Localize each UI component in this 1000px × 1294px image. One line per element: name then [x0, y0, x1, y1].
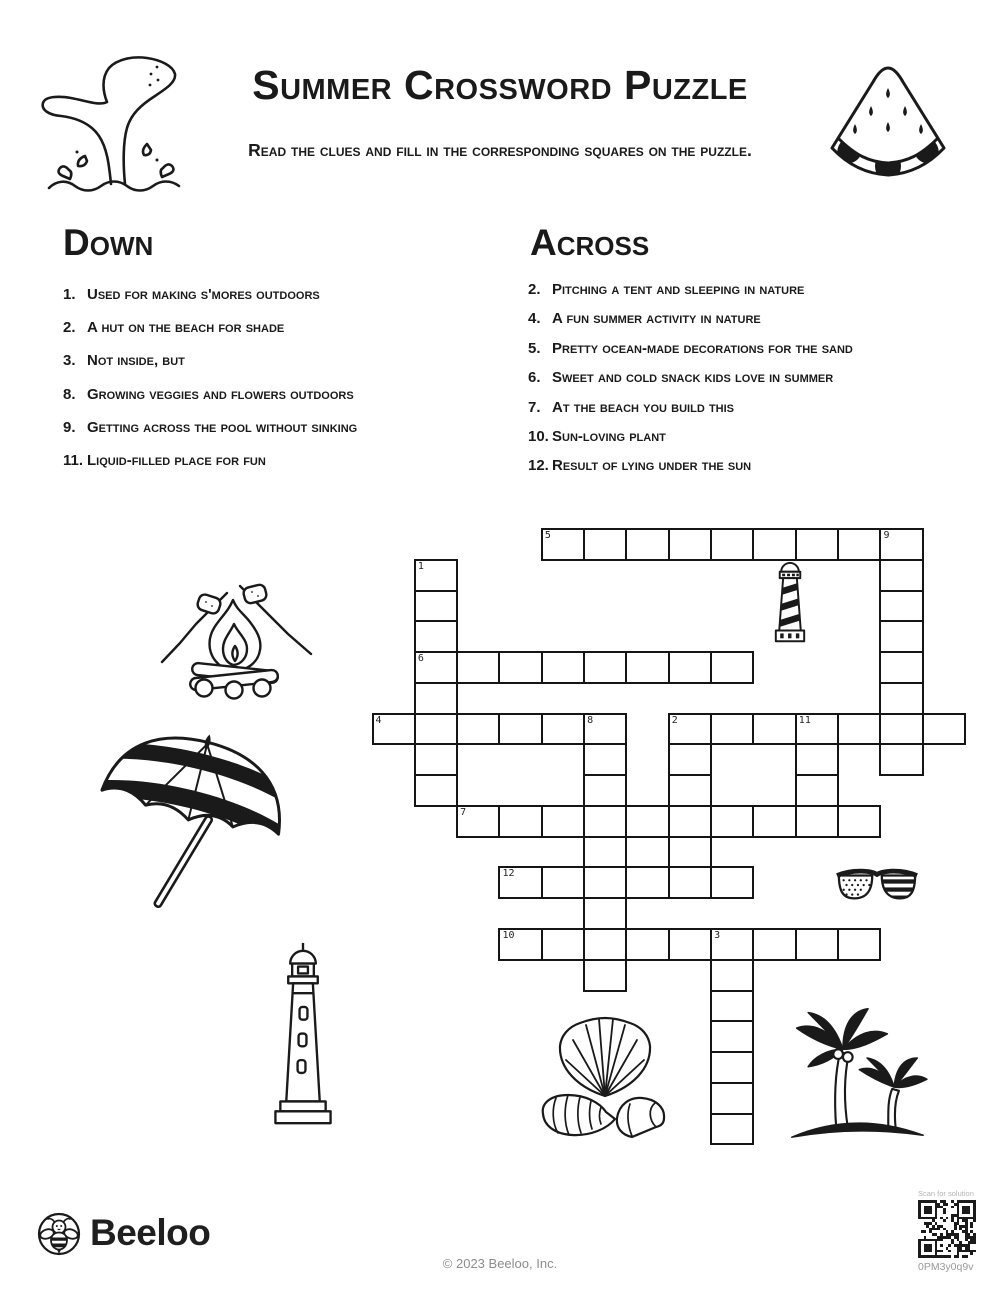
grid-cell[interactable]: [837, 713, 881, 746]
grid-cell[interactable]: [541, 651, 585, 684]
grid-cell[interactable]: [668, 528, 712, 561]
grid-cell[interactable]: [668, 928, 712, 961]
grid-cell[interactable]: [583, 774, 627, 807]
grid-cell[interactable]: [922, 713, 966, 746]
clue-number: 2.: [63, 319, 76, 337]
grid-cell[interactable]: [879, 682, 923, 715]
grid-cell[interactable]: [668, 651, 712, 684]
grid-cell[interactable]: [583, 836, 627, 869]
grid-cell[interactable]: [795, 928, 839, 961]
grid-cell[interactable]: [668, 866, 712, 899]
grid-cell[interactable]: [710, 528, 754, 561]
grid-cell[interactable]: [625, 805, 669, 838]
grid-cell[interactable]: [710, 1113, 754, 1146]
cell-number: 2: [671, 714, 678, 726]
grid-cell[interactable]: [541, 805, 585, 838]
grid-cell[interactable]: [710, 1051, 754, 1084]
grid-cell[interactable]: [583, 805, 627, 838]
grid-cell[interactable]: [879, 620, 923, 653]
grid-cell[interactable]: [837, 528, 881, 561]
grid-cell[interactable]: [498, 713, 542, 746]
clue-text: Pitching a tent and sleeping in nature: [552, 281, 805, 298]
cell-number: 4: [375, 714, 382, 726]
cell-number: 8: [587, 714, 594, 726]
grid-cell[interactable]: [625, 651, 669, 684]
grid-cell[interactable]: [710, 651, 754, 684]
grid-cell[interactable]: [710, 959, 754, 992]
clue-number: 12.: [528, 457, 549, 475]
clue-number: 5.: [528, 339, 541, 357]
grid-cell[interactable]: [879, 651, 923, 684]
cell-number: 7: [460, 806, 467, 818]
clue-number: 10.: [528, 427, 549, 445]
grid-cell[interactable]: [414, 559, 458, 592]
grid-cell[interactable]: [879, 590, 923, 623]
grid-cell[interactable]: [795, 805, 839, 838]
page-subtitle: Read the clues and fill in the corresponding squares on the puzzle.: [248, 140, 752, 160]
grid-cell[interactable]: [541, 866, 585, 899]
grid-cell[interactable]: [879, 528, 923, 561]
cell-number: 12: [502, 868, 515, 880]
copyright-text: © 2023 Beeloo, Inc.: [442, 1256, 558, 1271]
grid-cell[interactable]: [710, 990, 754, 1023]
grid-cell[interactable]: [710, 1082, 754, 1115]
grid-cell[interactable]: [795, 774, 839, 807]
clue-number: 1.: [63, 286, 76, 303]
cell-number: 5: [544, 530, 551, 541]
grid-cell[interactable]: [795, 713, 839, 746]
beeloo-logo-icon: [37, 1212, 81, 1256]
grid-cell[interactable]: [583, 928, 627, 961]
grid-cell[interactable]: [668, 743, 712, 776]
clue-text: Liquid-filled place for fun: [87, 451, 266, 469]
grid-cell[interactable]: [625, 866, 669, 899]
scan-for-solution-label: Scan for solution: [918, 1189, 974, 1198]
clue-text: At the beach you build this: [552, 398, 735, 416]
grid-cell[interactable]: [837, 805, 881, 838]
grid-cell[interactable]: [752, 928, 796, 961]
cell-number: 6: [417, 653, 424, 665]
grid-cell[interactable]: [414, 620, 458, 653]
clue-text: A hut on the beach for shade: [87, 319, 285, 337]
clue-text: Used for making s'mores outdoors: [87, 286, 320, 303]
brand-name: Beeloo: [90, 1212, 211, 1253]
cell-number: 3: [714, 930, 721, 941]
grid-cell[interactable]: [710, 866, 754, 899]
cell-number: 1: [417, 560, 424, 572]
grid-cell[interactable]: [710, 1020, 754, 1053]
qr-code: [918, 1200, 976, 1258]
grid-cell[interactable]: [498, 805, 542, 838]
grid-cell[interactable]: [583, 651, 627, 684]
across-header: Across: [530, 222, 650, 263]
clue-text: Sun-loving plant: [552, 427, 666, 445]
clue-number: 9.: [63, 418, 76, 436]
page-title: Summer Crossword Puzzle: [252, 62, 748, 108]
clue-text: Getting across the pool without sinking: [87, 418, 358, 436]
grid-cell[interactable]: [414, 651, 458, 684]
grid-cell[interactable]: [710, 713, 754, 746]
grid-cell[interactable]: [668, 774, 712, 807]
grid-cell[interactable]: [456, 651, 500, 684]
clue-text: Pretty ocean-made decorations for the sand: [552, 339, 853, 357]
grid-cell[interactable]: [668, 836, 712, 869]
grid-cell[interactable]: [668, 805, 712, 838]
grid-cell[interactable]: [879, 743, 923, 776]
grid-cell[interactable]: [837, 928, 881, 961]
grid-cell[interactable]: [625, 928, 669, 961]
grid-cell[interactable]: [583, 528, 627, 561]
grid-cell[interactable]: [414, 743, 458, 776]
grid-cell[interactable]: [456, 713, 500, 746]
cell-number: 10: [502, 930, 515, 941]
grid-cell[interactable]: [583, 959, 627, 992]
grid-cell[interactable]: [710, 805, 754, 838]
grid-cell[interactable]: [795, 528, 839, 561]
grid-cell[interactable]: [752, 528, 796, 561]
grid-cell[interactable]: [541, 713, 585, 746]
grid-cell[interactable]: [498, 866, 542, 899]
clue-text: A fun summer activity in nature: [552, 310, 761, 328]
clue-text: Sweet and cold snack kids love in summer: [552, 369, 834, 387]
grid-cell[interactable]: [456, 805, 500, 838]
grid-cell[interactable]: [879, 713, 923, 746]
clue-number: 3.: [63, 352, 76, 370]
grid-cell[interactable]: [752, 805, 796, 838]
cell-number: 11: [798, 714, 811, 726]
grid-cell[interactable]: [414, 590, 458, 623]
grid-cell[interactable]: [498, 928, 542, 961]
grid-cell[interactable]: [710, 928, 754, 961]
grid-cell[interactable]: [498, 651, 542, 684]
grid-cell[interactable]: [752, 713, 796, 746]
clue-number: 8.: [63, 385, 76, 403]
grid-cell[interactable]: [668, 713, 712, 746]
grid-cell[interactable]: [583, 897, 627, 930]
clue-number: 7.: [528, 398, 541, 416]
grid-cell[interactable]: [795, 743, 839, 776]
grid-cell[interactable]: [541, 928, 585, 961]
down-header: Down: [63, 222, 154, 263]
grid-cell[interactable]: [583, 713, 627, 746]
clue-text: Not inside, but: [87, 352, 185, 370]
grid-cell[interactable]: [541, 528, 585, 561]
clue-number: 4.: [528, 310, 541, 328]
grid-cell[interactable]: [372, 713, 416, 746]
solution-code: 0PM3y0q9v: [918, 1261, 974, 1273]
grid-cell[interactable]: [414, 713, 458, 746]
grid-cell[interactable]: [879, 559, 923, 592]
clue-number: 2.: [528, 281, 541, 298]
clue-text: Growing veggies and flowers outdoors: [87, 385, 354, 403]
grid-cell[interactable]: [625, 528, 669, 561]
grid-cell[interactable]: [414, 774, 458, 807]
clue-text: Result of lying under the sun: [552, 457, 752, 475]
grid-cell[interactable]: [583, 866, 627, 899]
grid-cell[interactable]: [583, 743, 627, 776]
grid-cell[interactable]: [414, 682, 458, 715]
clue-number: 6.: [528, 369, 541, 387]
clue-number: 11.: [63, 451, 84, 469]
cell-number: 9: [883, 530, 890, 541]
